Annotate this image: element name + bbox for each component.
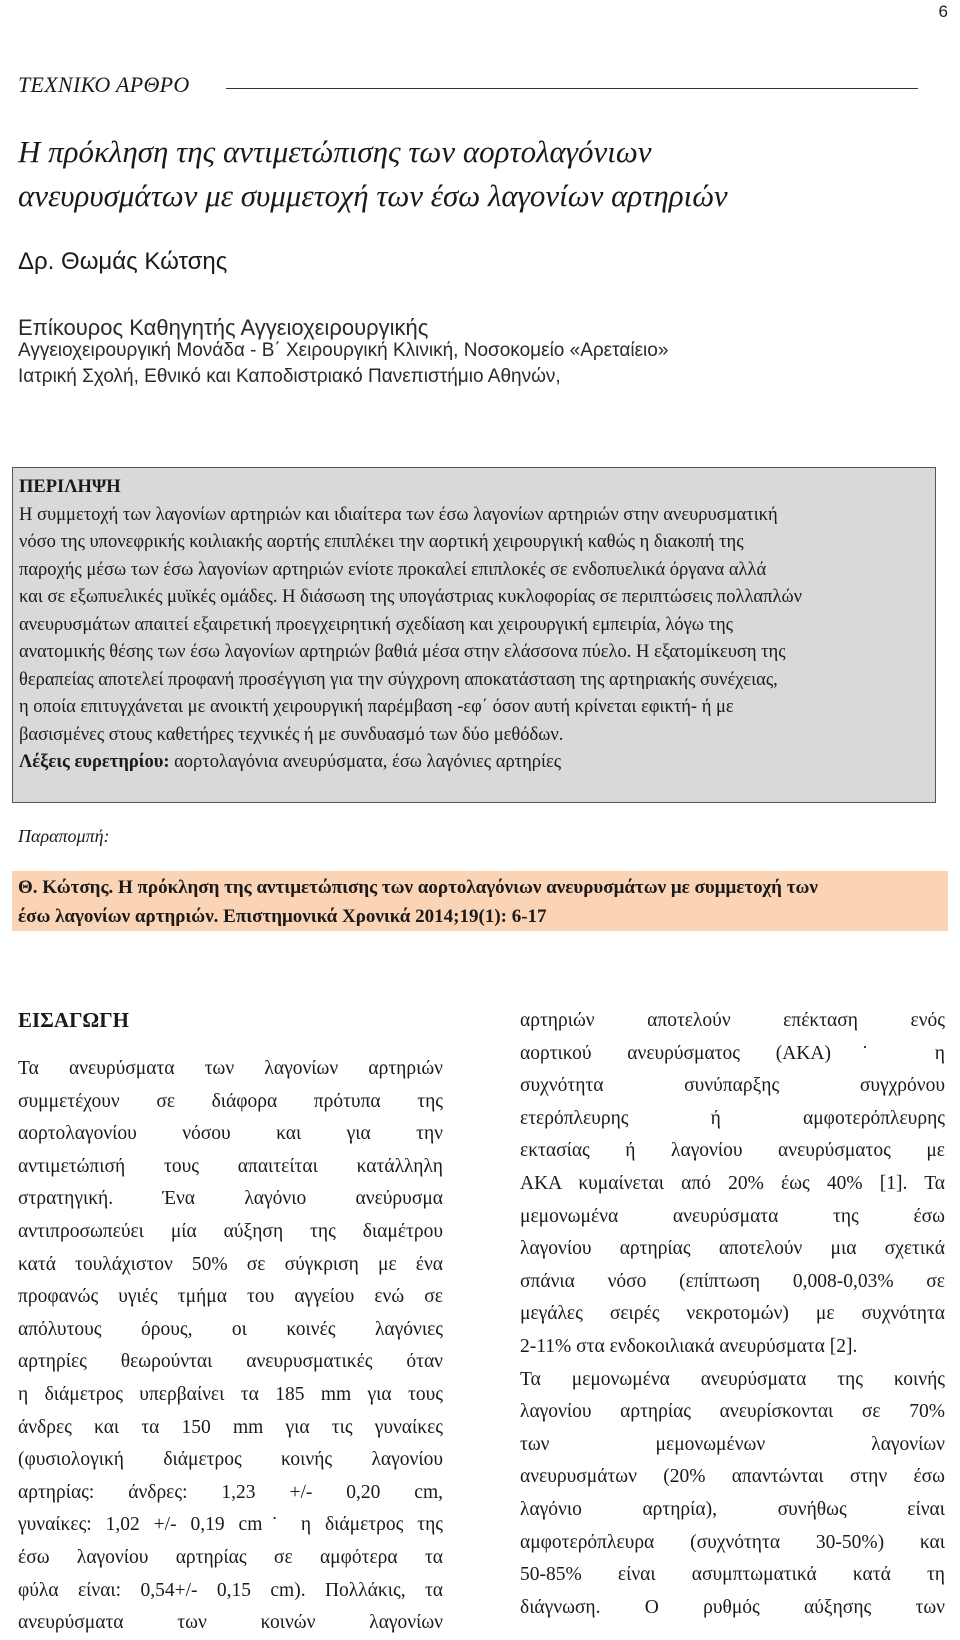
article-title [18,130,938,218]
title-line: ανευρυσμάτων με συμμετοχή των έσω λαγονίων αρτηριών [18,178,728,213]
body-line: αμφοτερόπλευρα (συχνότητα 30-50%) και [520,1531,945,1553]
body-line: ανευρυσμάτων (20% απαντώνται στην έσω [520,1466,945,1488]
body-line: συμμετέχουν σε διάφορα πρότυπα της [18,1090,443,1112]
body-line: αρτηρίας: άνδρες: 1,23 +/- 0,20 cm, [18,1481,443,1503]
body-line: άνδρες και τα 150 mm για τις γυναίκες [18,1416,443,1438]
author-name: Δρ. Θωμάς Κώτσης [18,248,228,275]
affiliation-line: Αγγειοχειρουργική Μονάδα - Β΄ Χειρουργική Κλινική, Νοσοκομείο «Αρεταίειο» [18,340,669,361]
abstract-box [12,467,936,803]
body-line: αρτηριών αποτελούν επέκταση ενός [520,1010,945,1031]
citation-line: έσω λαγονίων αρτηριών. Επιστημονικά Χρονικά 2014;19(1): 6-17 [18,906,547,927]
body-line: (φυσιολογική διάμετρος κοινής λαγονίου [18,1449,443,1471]
abstract-line: και σε εξωπυελικές μυϊκές ομάδες. Η διάσωση της υπογάστριας κυκλοφορίας σε περιπτώσεις πολλαπλών [19,587,802,607]
body-line: έσω λαγονίου αρτηρίας σε αμφότερα τα [18,1546,443,1568]
body-line: λαγόνιο αρτηρία), συνήθως είναι [520,1498,945,1520]
body-line: των μεμονωμένων λαγονίων [520,1433,945,1455]
intro-left-column [18,1053,443,1640]
body-line: ΑΚΑ κυμαίνεται από 20% έως 40% [1]. Τα [520,1172,945,1194]
keywords-line [19,749,929,777]
body-line: αορτολαγονίου νόσου και για την [18,1123,443,1145]
body-line: Τα ανευρύσματα των λαγονίων αρτηριών [18,1058,443,1079]
body-line: μεμονωμένα ανευρύσματα της έσω [520,1205,945,1227]
section-divider [226,88,918,89]
body-line: λαγονίου αρτηρίας αποτελούν μια σχετικά [520,1238,945,1260]
body-line: ετερόπλευρης ή αμφοτερόπλευρης [520,1107,945,1129]
body-line: στρατηγική. Ένα λαγόνιο ανεύρυσμα [18,1188,443,1210]
keywords-label: Λέξεις ευρετηρίου: [19,752,170,772]
section-label: ΤΕΧΝΙΚΟ ΑΡΘΡΟ [18,72,190,97]
body-line: σπάνια νόσο (επίπτωση 0,008-0,03% σε [520,1270,945,1292]
citation-box [12,871,948,931]
body-line: φύλα είναι: 0,54+/- 0,15 cm). Πολλάκις, τα [18,1579,443,1601]
abstract-line: παροχής μέσω των έσω λαγονίων αρτηριών ενίοτε προκαλεί επιπλοκές σε ενδοπυελικά όργανα αλλά [19,559,767,580]
introduction-heading: ΕΙΣΑΓΩΓΗ [18,1008,129,1032]
body-line: αντιπροσωπεύει μία αύξηση της διαμέτρου [18,1220,443,1242]
body-line: 50-85% είναι ασυμπτωματικά κατά τη [520,1564,945,1586]
page-number: 6 [938,2,948,21]
abstract-line: νόσο της υπονεφρικής κοιλιακής αορτής επιπλέκει την αορτική χειρουργική καθώς η διακοπή της [19,532,744,552]
affiliation-line: Ιατρική Σχολή, Εθνικό και Καποδιστριακό Πανεπιστήμιο Αθηνών, [18,366,561,387]
intro-right-column [520,1005,945,1624]
abstract-line: η οποία επιτυγχάνεται με ανοικτή χειρουργική παρέμβαση -εφ΄ όσον αυτή κρίνεται εφικτή- ή με [19,697,734,717]
title-line: Η πρόκληση της αντιμετώπισης των αορτολαγόνιων [18,134,652,169]
abstract-line: θεραπείας αποτελεί προφανή προσέγγιση για την σύγχρονη αποκατάσταση της αρτηριακής συνέχειας, [19,669,778,690]
body-line: μεγάλες σειρές νεκροτομών) με συχνότητα [520,1303,945,1325]
body-line: απόλυτους όρους, οι κοινές λαγόνιες [18,1318,443,1340]
body-line: ανευρύσματα των κοινών λαγονίων [18,1612,443,1634]
abstract-line: ανατομικής θέσης των έσω λαγονίων αρτηριών βαθιά μέσα στην ελάσσονα πύελο. Η εξατομίκευση της [19,642,786,662]
abstract-line: βασισμένες στους καθετήρες τεχνικές ή με συνδυασμό των δύο μεθόδων. [19,724,564,745]
abstract-heading: ΠΕΡΙΛΗΨΗ [19,477,121,497]
body-line: λαγονίου αρτηρίας ανευρίσκονται σε 70% [520,1401,945,1423]
citation-line: Θ. Κώτσης. Η πρόκληση της αντιμετώπισης των αορτολαγόνιων ανευρυσμάτων με συμμετοχή των [18,877,818,898]
body-line: η διάμετρος υπερβαίνει τα 185 mm για τους [18,1383,443,1405]
abstract-line: Η συμμετοχή των λαγονίων αρτηριών και ιδιαίτερα των έσω λαγονίων αρτηριών στην ανευρυσματική [19,504,778,525]
keywords-text: αορτολαγόνια ανευρύσματα, έσω λαγόνιες αρτηρίες [169,752,562,772]
body-line: γυναίκες: 1,02 +/- 0,19 cm˙ η διάμετρος της [18,1514,443,1536]
body-line: συχνότητα συνύπαρξης συγχρόνου [520,1075,945,1097]
body-line: Τα μεμονωμένα ανευρύσματα της κοινής [520,1368,945,1390]
abstract-line: ανευρυσμάτων απαιτεί εξαιρετική προεγχειρητική σχεδίαση και χειρουργική εμπειρία, λόγω της [19,614,733,635]
body-line: κατά τουλάχιστον 50% σε σύγκριση με ένα [18,1253,443,1275]
body-line: αντιμετώπισή τους απαιτείται κατάλληλη [18,1155,443,1177]
body-line: εκτασίας ή λαγονίου ανευρύσματος με [520,1140,945,1162]
citation-label: Παραπομπή: [18,826,110,846]
body-line: 2-11% στα ενδοκοιλιακά ανευρύσματα [2]. [520,1335,858,1357]
body-line: διάγνωση. Ο ρυθμός αύξησης των [520,1596,945,1618]
body-line: αρτηρίες θεωρούνται ανευρυσματικές όταν [18,1351,443,1373]
body-line: προφανώς υγιές τμήμα του αγγείου ενώ σε [18,1286,443,1308]
body-line: αορτικού ανευρύσματος (ΑΚΑ)˙ η [520,1042,945,1064]
author-position: Επίκουρος Καθηγητής Αγγειοχειρουργικής [18,315,429,340]
